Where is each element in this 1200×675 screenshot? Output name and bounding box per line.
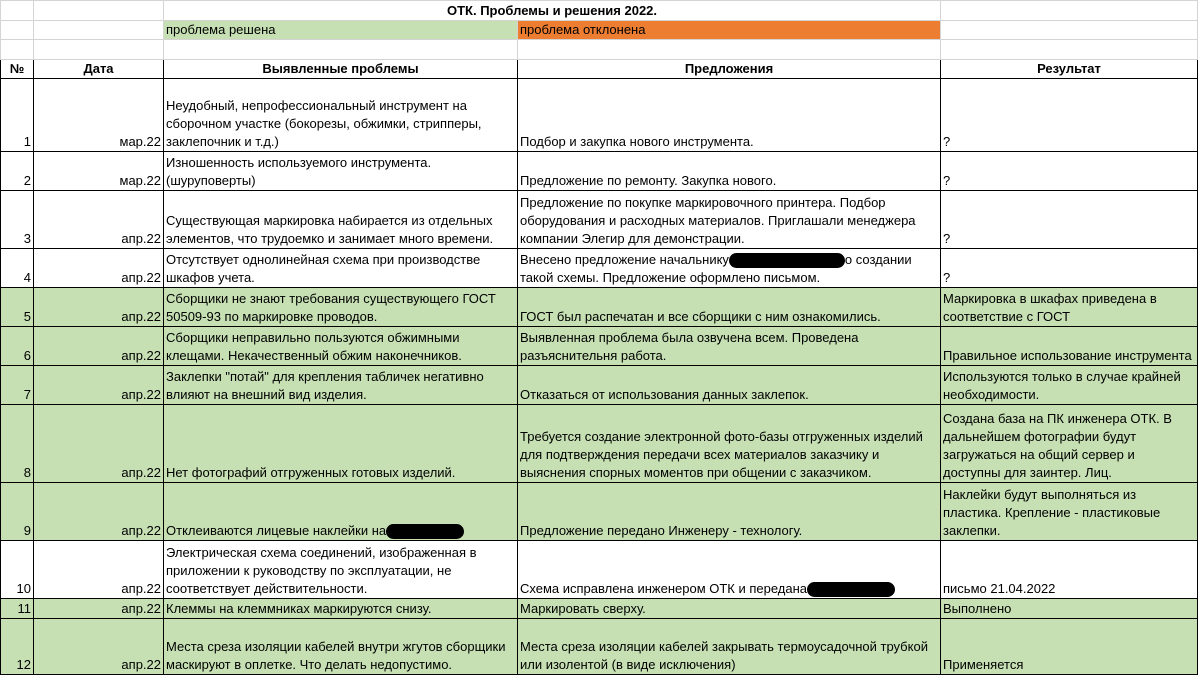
row-date[interactable]: апр.22 [34,619,164,675]
legend-rejected[interactable]: проблема отклонена [518,21,941,40]
sheet-title[interactable]: ОТК. Проблемы и решения 2022. [164,1,941,21]
row-number[interactable]: 9 [1,483,34,541]
row-proposal[interactable]: Предложение по покупке маркировочного принтера. Подбор оборудования и расходных материалов. Приглашали менеджера компании Элегир для демонстрации. [518,191,941,249]
row-date[interactable]: апр.22 [34,288,164,327]
row-problem[interactable]: Нет фотографий отгруженных готовых изделий. [164,405,518,483]
row-result[interactable]: ? [941,152,1198,191]
row-proposal[interactable] [518,541,941,599]
row-date[interactable]: апр.22 [34,327,164,366]
row-date[interactable]: мар.22 [34,152,164,191]
row-proposal[interactable]: Выявленная проблема была озвучена всем. Проведена разъяснительня работа. [518,327,941,366]
row-result[interactable]: ? [941,79,1198,152]
row-result[interactable]: Создана база на ПК инженера ОТК. В дальнейшем фотографии будут загружаться на общий сервер и доступны для заинтер. Лиц. [941,405,1198,483]
row-date[interactable]: апр.22 [34,191,164,249]
row-number[interactable]: 1 [1,79,34,152]
row-result[interactable]: Используются только в случае крайней необходимости. [941,366,1198,405]
row-proposal[interactable]: Маркировать сверху. [518,599,941,619]
row-result[interactable]: Маркировка в шкафах приведена в соответствие с ГОСТ [941,288,1198,327]
redaction-mark [807,582,895,597]
row-number[interactable]: 3 [1,191,34,249]
proposal-text: Схема исправлена инженером ОТК и передана [520,581,808,596]
column-header-proposals[interactable]: Предложения [518,60,941,79]
row-result[interactable]: ? [941,249,1198,288]
row-proposal[interactable]: Подбор и закупка нового инструмента. [518,79,941,152]
row-date[interactable]: апр.22 [34,599,164,619]
table-row [1,79,1198,152]
row-result[interactable]: Выполнено [941,599,1198,619]
table-row [1,619,1198,675]
legend-row [1,21,1198,40]
table-row [1,152,1198,191]
row-date[interactable]: апр.22 [34,366,164,405]
row-number[interactable]: 11 [1,599,34,619]
row-problem[interactable] [164,483,518,541]
row-result[interactable]: Правильное использование инструмента [941,327,1198,366]
row-proposal[interactable] [518,249,941,288]
row-problem[interactable]: Клеммы на клеммниках маркируются снизу. [164,599,518,619]
redaction-mark [386,524,464,539]
row-problem[interactable]: Изношенность используемого инструмента. (шуруповерты) [164,152,518,191]
row-number[interactable]: 5 [1,288,34,327]
table-row [1,483,1198,541]
legend-solved[interactable]: проблема решена [164,21,518,40]
table-row [1,249,1198,288]
row-problem[interactable]: Заклепки "потай" для крепления табличек негативно влияют на внешний вид изделия. [164,366,518,405]
proposal-text-a: Внесено предложение начальнику [520,252,729,267]
row-problem[interactable]: Отсутствует однолинейная схема при производстве шкафов учета. [164,249,518,288]
column-header-date[interactable]: Дата [34,60,164,79]
row-proposal[interactable]: Предложение передано Инженеру - технологу. [518,483,941,541]
row-number[interactable]: 4 [1,249,34,288]
row-date[interactable]: мар.22 [34,79,164,152]
row-number[interactable]: 8 [1,405,34,483]
redaction-mark [729,253,845,268]
table-row [1,288,1198,327]
problem-text: Отклеиваются лицевые наклейки на [166,523,387,538]
table-row [1,405,1198,483]
table-row [1,541,1198,599]
row-problem[interactable]: Неудобный, непрофессиональный инструмент на сборочном участке (бокорезы, обжимки, стрипперы, заклепочник и т.д.) [164,79,518,152]
row-date[interactable]: апр.22 [34,405,164,483]
row-number[interactable]: 10 [1,541,34,599]
row-result[interactable]: Наклейки будут выполняться из пластика. Крепление - пластиковые заклепки. [941,483,1198,541]
row-problem[interactable]: Места среза изоляции кабелей внутри жгутов сборщики маскируют в оплетке. Что делать недопустимо. [164,619,518,675]
row-problem[interactable]: Сборщики неправильно пользуются обжимными клещами. Некачественный обжим наконечников. [164,327,518,366]
row-number[interactable]: 12 [1,619,34,675]
column-header-problems[interactable]: Выявленные проблемы [164,60,518,79]
row-date[interactable]: апр.22 [34,541,164,599]
row-number[interactable]: 6 [1,327,34,366]
header-row [1,60,1198,79]
row-result[interactable]: Применяется [941,619,1198,675]
row-problem[interactable]: Существующая маркировка набирается из отдельных элементов, что трудоемко и занимает много времени. [164,191,518,249]
row-proposal[interactable]: Места среза изоляции кабелей закрывать термоусадочной трубкой или изолентой (в виде исключения) [518,619,941,675]
row-date[interactable]: апр.22 [34,249,164,288]
row-problem[interactable]: Сборщики не знают требования существующего ГОСТ 50509-93 по маркировке проводов. [164,288,518,327]
table-row [1,599,1198,619]
row-proposal[interactable]: Предложение по ремонту. Закупка нового. [518,152,941,191]
row-proposal[interactable]: ГОСТ был распечатан и все сборщики с ним ознакомились. [518,288,941,327]
table-row [1,191,1198,249]
column-header-result[interactable]: Результат [941,60,1198,79]
row-number[interactable]: 2 [1,152,34,191]
row-proposal[interactable]: Требуется создание электронной фото-базы отгруженных изделий для подтверждения передачи всех материалов заказчику и выяснения спорных моментов при общении с заказчиком. [518,405,941,483]
row-result[interactable]: письмо 21.04.2022 [941,541,1198,599]
column-header-number[interactable]: № [1,60,34,79]
row-number[interactable]: 7 [1,366,34,405]
row-problem[interactable]: Электрическая схема соединений, изображенная в приложении к руководству по эксплуатации, не соответствует действительности. [164,541,518,599]
row-date[interactable]: апр.22 [34,483,164,541]
row-result[interactable]: ? [941,191,1198,249]
proposal-text-b: о создании такой схемы. Предложение оформлено письмом. [520,252,912,285]
table-row [1,327,1198,366]
row-proposal[interactable]: Отказаться от использования данных заклепок. [518,366,941,405]
table-row [1,366,1198,405]
blank-row [1,40,1198,60]
title-row [1,1,1198,21]
